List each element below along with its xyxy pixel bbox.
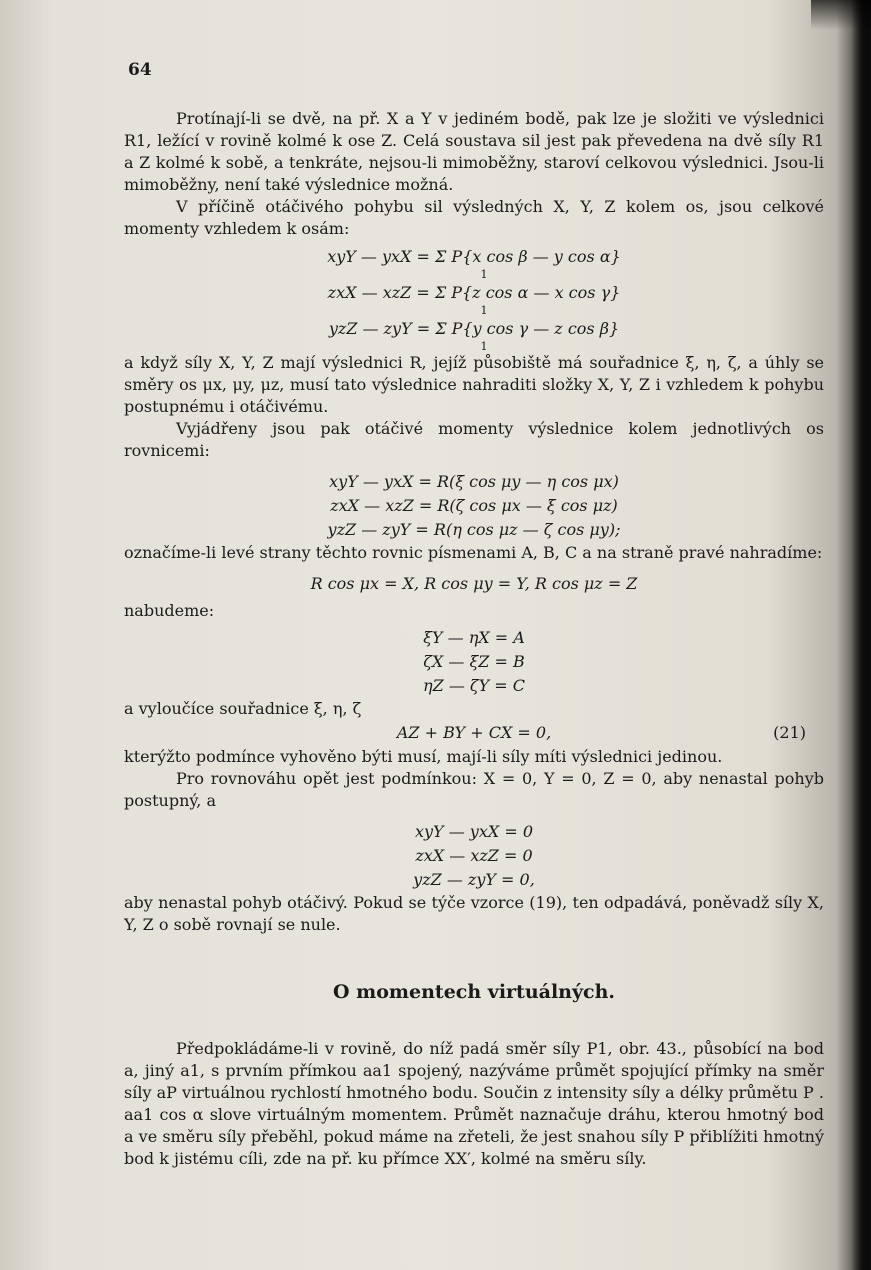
obtained-equation-3: ηZ — ζY = C — [423, 676, 525, 695]
substitution-equation: R cos μx = X, R cos μy = Y, R cos μz = Z — [310, 574, 638, 593]
obtained-equation-2: ζX — ξZ = B — [423, 652, 525, 671]
paragraph-10: aby nenastal pohyb otáčivý. Pokud se týče vzorce (19), ten odpadává, poněvadž síly X, Y, Z o sobě rovnají se nule. — [124, 893, 824, 934]
paragraph-2: V příčině otáčivého pohybu sil výsledných X, Y, Z kolem os, jsou celkové momenty vzhledem k osám: — [124, 197, 824, 238]
moment-equation-1: xyY — yxX = Σ P{x cos β — y cos α} — [327, 247, 621, 266]
page-number: 64 — [128, 60, 152, 80]
equation-number: (21) — [773, 723, 806, 742]
paragraph-4: Vyjádřeny jsou pak otáčivé momenty výslednice kolem jednotlivých os rovnicemi: — [124, 419, 824, 460]
eliminated-equation-row — [124, 720, 824, 746]
paragraph-3: a když síly X, Y, Z mají výslednici R, jejíž působiště má souřadnice ξ, η, ζ, a úhly se směry os μx, μy, μz, musí tato výslednice nahraditi složky X, Y, Z i vzhledem k pohybu postupnému i otáčivému. — [124, 353, 824, 416]
section-heading: O momentech virtuálných. — [332, 981, 616, 1003]
page-body — [124, 108, 824, 1170]
resultant-equation-2: zxX — xzZ = R(ζ cos μx — ξ cos μz) — [330, 496, 618, 515]
paragraph-5: označíme-li levé strany těchto rovnic písmenami A, B, C a na straně pravé nahradíme: — [124, 543, 823, 562]
paragraph-1: Protínají-li se dvě, na př. X a Y v jediném bodě, pak lze je složiti ve výslednici R1, ležící v rovině kolmé k ose Z. Celá soustava sil jest pak převedena na dvě síly R1 a Z kolmé k sobě, a tenkráte, nejsou-li mimoběžny, staroví celkovou výslednici. Jsou-li mimoběžny, není také výslednice možná. — [124, 109, 824, 194]
resultant-equation-3: yzZ — zyY = R(η cos μz — ζ cos μy); — [327, 520, 621, 539]
eliminated-equation: AZ + BY + CX = 0, — [396, 723, 552, 742]
equilibrium-equation-3: yzZ — zyY = 0, — [413, 870, 535, 889]
moment-equation-2: zxX — xzZ = Σ P{z cos α — x cos γ} — [327, 283, 621, 302]
resultant-equation-1: xyY — yxX = R(ξ cos μy — η cos μx) — [329, 472, 619, 491]
paragraph-7: a vyloučíce souřadnice ξ, η, ζ — [124, 699, 362, 718]
equilibrium-equation-1: xyY — yxX = 0 — [414, 822, 533, 841]
page-corner-shadow — [811, 0, 871, 30]
paragraph-9: Pro rovnováhu opět jest podmínkou: X = 0, Y = 0, Z = 0, aby nenastal pohyb postupný, a — [124, 769, 824, 810]
paragraph-8: kterýžto podmínce vyhověno býti musí, mají-li síly míti výslednici jedinou. — [124, 747, 723, 766]
sum-lower-index-2: 1 — [480, 304, 488, 317]
obtained-equation-1: ξY — ηX = A — [423, 628, 525, 647]
sum-lower-index-3: 1 — [480, 340, 488, 353]
page-edge-shadow — [851, 0, 871, 1270]
equilibrium-equation-2: zxX — xzZ = 0 — [415, 846, 533, 865]
sum-lower-index-1: 1 — [480, 268, 488, 281]
paragraph-6: nabudeme: — [124, 601, 215, 620]
moment-equation-3: yzZ — zyY = Σ P{y cos γ — z cos β} — [328, 319, 620, 338]
paragraph-11: Předpokládáme-li v rovině, do níž padá směr síly P1, obr. 43., působící na bod a, jiný a1, s prvním přímkou aa1 spojený, nazýváme průmět spojující přímky na směr síly aP virtuálnou rychlostí hmotného bodu. Součin z intensity síly a délky průmětu P . aa1 cos α slove virtuálným momentem. Průmět naznačuje dráhu, kterou hmotný bod a ve směru síly přeběhl, pokud máme na zřeteli, že jest snahou síly P přiblížiti hmotný bod k jistému cíli, zde na př. ku přímce XX′, kolmé na směru síly. — [124, 1039, 824, 1168]
